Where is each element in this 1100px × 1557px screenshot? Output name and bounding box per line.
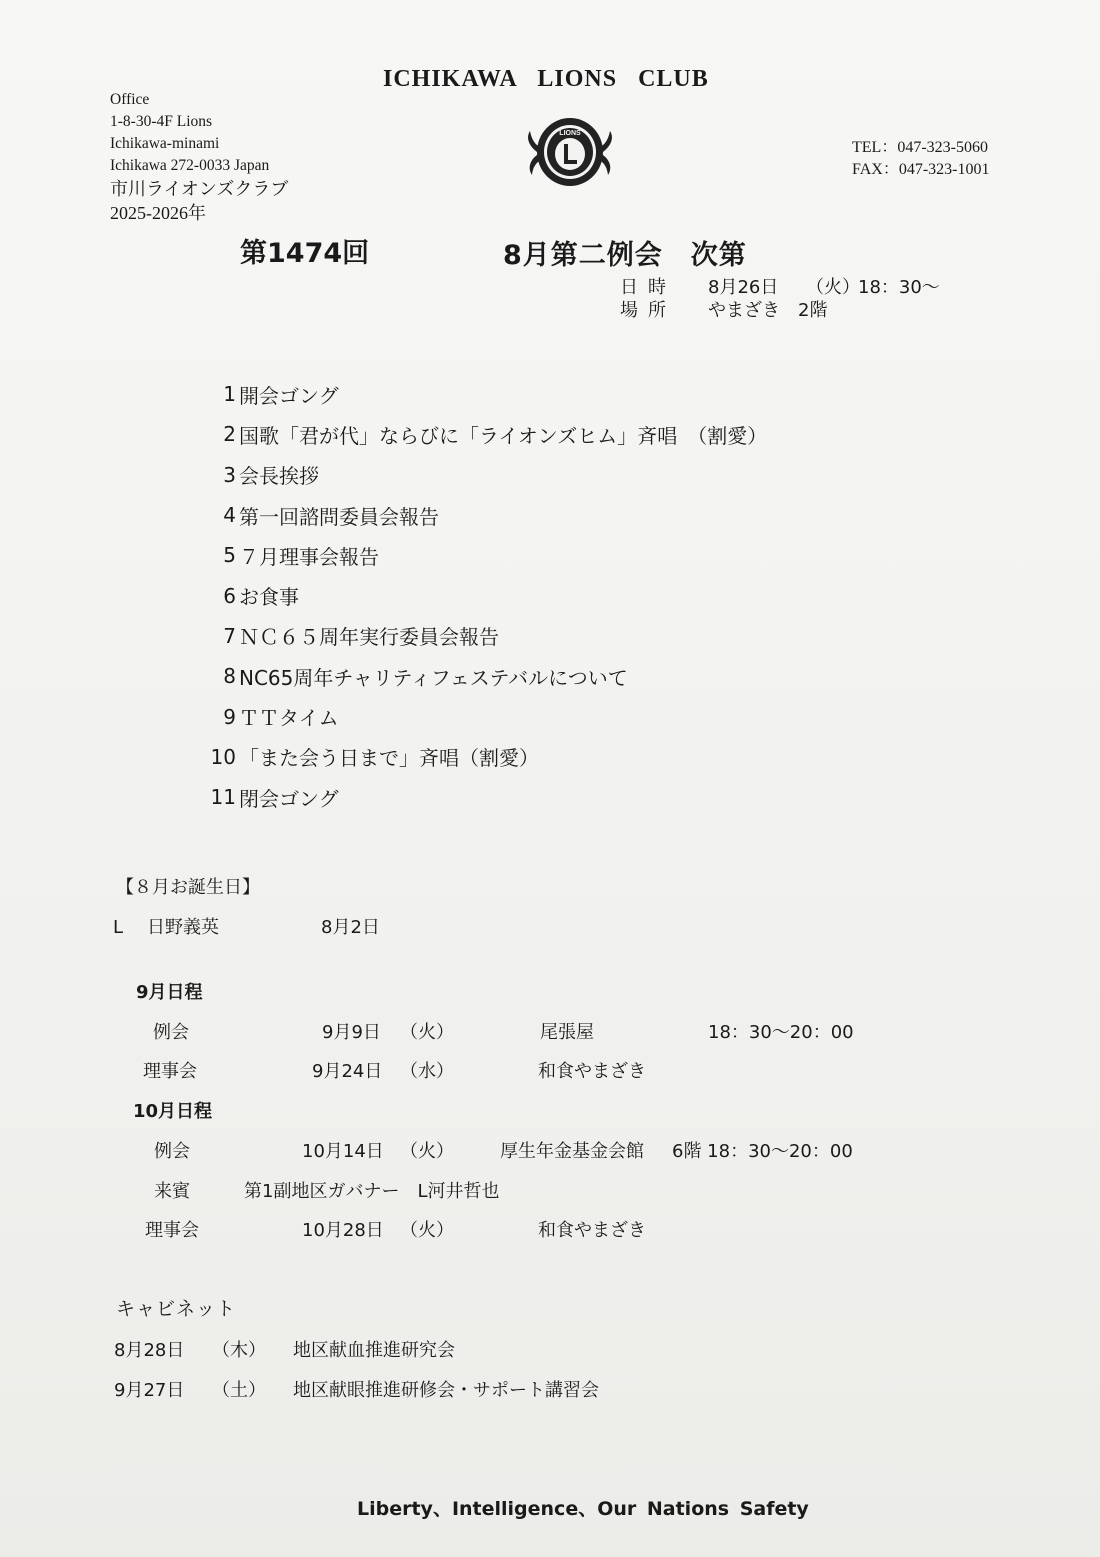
club-year: 2025-2026年 (110, 203, 206, 223)
schedule-row (0, 1018, 1100, 1042)
agenda-list (210, 374, 767, 817)
cabinet-date: 9月27日 (114, 1380, 185, 1401)
agenda-item (210, 656, 767, 696)
schedule-place: 和食やまざき (538, 1061, 646, 1082)
agenda-item-number: 8 (223, 664, 236, 689)
guest-text: 第1副地区ガバナー L河井哲也 (244, 1181, 500, 1202)
agenda-item-text: 第一回諮問委員会報告 (239, 504, 439, 529)
office-address-block (110, 89, 288, 225)
agenda-item-text: 閉会ゴング (239, 786, 339, 811)
birthday-prefix: L (113, 917, 124, 938)
meeting-date: 8月26日 (708, 277, 779, 298)
schedule-time: 6階 18：30～20：00 (672, 1141, 853, 1162)
agenda-item-text: 「また会う日まで」斉唱（割愛） (239, 746, 539, 771)
agenda-item (210, 616, 767, 656)
meeting-date-row (620, 276, 940, 299)
schedule-place: 厚生年金基金会館 (500, 1141, 644, 1162)
guest-label: 来賓 (154, 1181, 190, 1202)
agenda-item-number: 2 (223, 422, 236, 447)
agenda-item-text: 開会ゴング (239, 383, 339, 408)
agenda-item-text: ７月理事会報告 (239, 544, 379, 569)
meeting-place: やまざき 2階 (708, 300, 828, 321)
schedule-date: 10月28日 (302, 1220, 384, 1241)
agenda-item (210, 495, 767, 535)
agenda-item-number: 7 (223, 623, 236, 648)
office-label: Office (110, 91, 150, 108)
schedule-label: 理事会 (145, 1220, 199, 1241)
agenda-item-number: 5 (223, 543, 236, 568)
october-schedule-title: 10月日程 (133, 1101, 213, 1122)
office-address-line: Ichikawa 272-0033 Japan (110, 157, 270, 174)
schedule-dow: （水） (400, 1061, 454, 1082)
agenda-item-number: 6 (223, 583, 236, 608)
schedule-date: 9月9日 (322, 1022, 381, 1043)
cabinet-event: 地区献血推進研究会 (293, 1340, 455, 1361)
agenda-item (210, 575, 767, 615)
schedule-dow: （火） (400, 1141, 454, 1162)
schedule-row (0, 1057, 1100, 1081)
office-address-line: 1-8-30-4F Lions (110, 113, 213, 130)
agenda-item (210, 374, 767, 414)
schedule-dow: （火） (400, 1220, 454, 1241)
agenda-item-text: NC65周年チャリティフェステバルについて (239, 665, 628, 690)
agenda-item-text: お食事 (239, 585, 299, 610)
contact-block (852, 137, 989, 181)
birthday-name: 日野義英 (147, 917, 219, 938)
tel-number: TEL：047-323-5060 (852, 139, 988, 156)
agenda-item-text: ＮＣ６５周年実行委員会報告 (239, 625, 499, 650)
cabinet-dow: （木） (212, 1340, 266, 1361)
agenda-item (210, 737, 767, 777)
agenda-item (210, 696, 767, 736)
schedule-date: 9月24日 (312, 1061, 383, 1082)
agenda-item-text: 国歌「君が代」ならびに「ライオンズヒム」斉唱 （割愛） (239, 423, 768, 448)
cabinet-row (0, 1336, 1100, 1360)
agenda-item (210, 414, 767, 454)
agenda-item-text: ＴＴタイム (239, 706, 339, 731)
agenda-item-number: 9 (223, 704, 236, 729)
schedule-row (0, 1137, 1100, 1161)
office-address-line: Ichikawa-minami (110, 135, 220, 152)
schedule-label: 例会 (154, 1141, 190, 1162)
schedule-label: 理事会 (143, 1061, 197, 1082)
agenda-item-number: 10 (210, 744, 236, 769)
lions-logo-icon (524, 115, 616, 190)
session-number: 第1474回 (240, 238, 370, 269)
schedule-dow: （火） (400, 1022, 454, 1043)
schedule-time: 18：30～20：00 (708, 1022, 854, 1043)
september-schedule-title: 9月日程 (136, 982, 203, 1003)
meeting-time: 18：30～ (858, 277, 940, 298)
cabinet-date: 8月28日 (114, 1340, 185, 1361)
cabinet-section-title: キャビネット (116, 1298, 237, 1320)
cabinet-event: 地区献眼推進研修会・サポート講習会 (293, 1380, 599, 1401)
schedule-label: 例会 (153, 1022, 189, 1043)
schedule-row (0, 1216, 1100, 1240)
fax-number: FAX：047-323-1001 (852, 161, 990, 178)
schedule-place: 和食やまざき (538, 1220, 646, 1241)
cabinet-row (0, 1376, 1100, 1400)
place-label: 場所 (620, 300, 676, 321)
date-label: 日時 (620, 277, 676, 298)
agenda-item (210, 777, 767, 817)
club-name: ICHIKAWA LIONS CLUB (383, 66, 709, 92)
agenda-item (210, 455, 767, 495)
agenda-item-number: 1 (223, 382, 236, 407)
logo-text: LIONS (559, 130, 581, 137)
meeting-dow: （火） (806, 277, 860, 298)
agenda-item-text: 会長挨拶 (239, 464, 319, 489)
schedule-date: 10月14日 (302, 1141, 384, 1162)
guest-row (0, 1177, 1100, 1201)
agenda-item (210, 535, 767, 575)
agenda-item-number: 4 (223, 503, 236, 528)
agenda-item-number: 3 (223, 462, 236, 487)
footer-motto: Liberty、Intelligence、Our Nations Safety (357, 1498, 809, 1520)
meeting-place-row (620, 299, 940, 322)
club-name-ja: 市川ライオンズクラブ (110, 179, 289, 199)
agenda-item-number: 11 (210, 785, 236, 810)
cabinet-dow: （土） (212, 1380, 266, 1401)
meeting-title: 8月第二例会 次第 (503, 240, 747, 271)
birthday-row (113, 913, 380, 939)
meeting-info (620, 276, 940, 322)
schedule-place: 尾張屋 (540, 1022, 594, 1043)
birthday-date: 8月2日 (321, 917, 380, 938)
birthday-section-title: 【８月お誕生日】 (116, 877, 260, 898)
